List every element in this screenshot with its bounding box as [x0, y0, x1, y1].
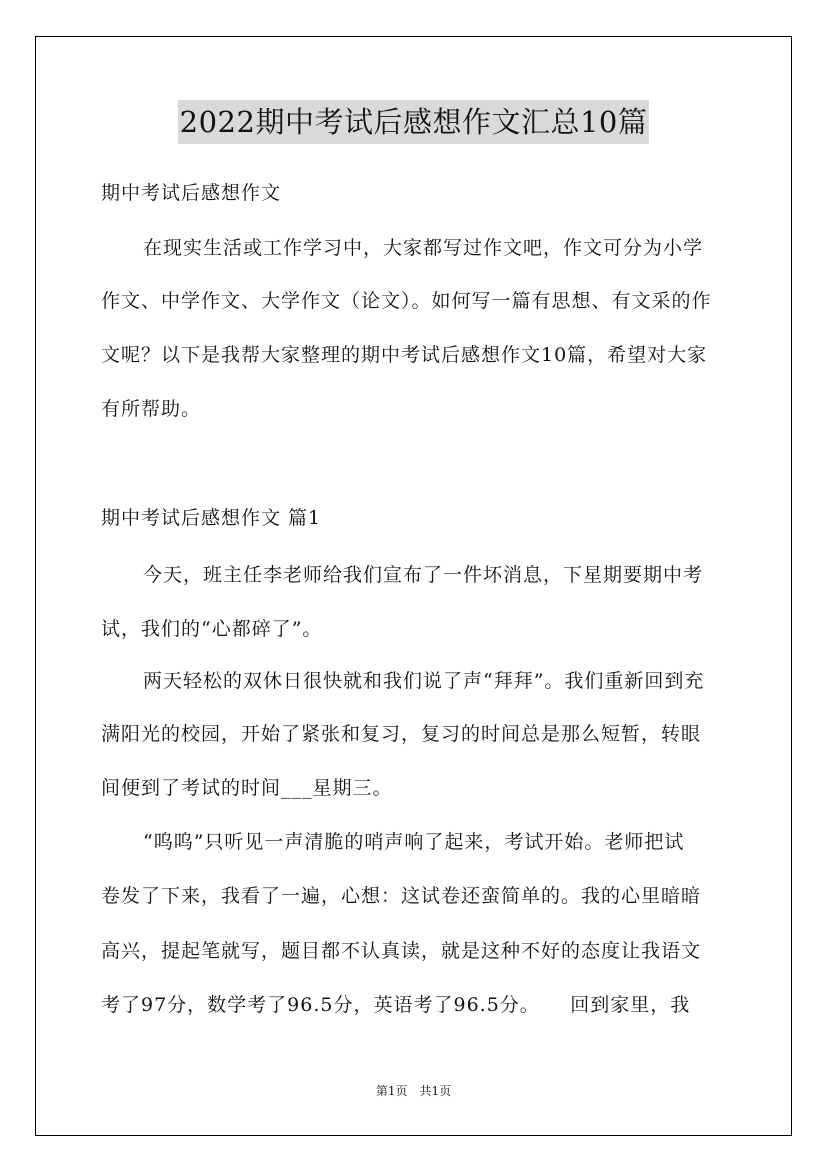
- paragraph-line: 两天轻松的双休日很快就和我们说了声“拜拜”。我们重新回到充: [143, 670, 705, 692]
- page-footer: 第1页 共1页: [375, 1084, 452, 1098]
- intro-line: 在现实生活或工作学习中，大家都写过作文吧，作文可分为小学: [143, 237, 704, 259]
- intro-line: 有所帮助。: [101, 398, 202, 420]
- title-wrap: [0, 100, 827, 144]
- document-title: 2022期中考试后感想作文汇总10篇: [178, 100, 650, 144]
- intro-line: 文呢？以下是我帮大家整理的期中考试后感想作文10篇，希望对大家: [101, 344, 708, 366]
- paragraph-line: “呜呜”只听见一声清脆的哨声响了起来，考试开始。老师把试: [143, 831, 685, 853]
- paragraph-line: 卷发了下来，我看了一遍，心想：这试卷还蛮简单的。我的心里暗暗: [101, 885, 702, 907]
- section-heading: 期中考试后感想作文 篇1: [101, 507, 322, 529]
- intro-line: 作文、中学作文、大学作文（论文）。如何写一篇有思想、有文采的作: [101, 290, 712, 312]
- paragraph-line: 间便到了考试的时间___星期三。: [101, 777, 393, 799]
- paragraph-line: 考了97分，数学考了96.5分，英语考了96.5分。 回到家里，我: [101, 994, 691, 1016]
- paragraph-line: 试，我们的“心都碎了”。: [101, 618, 323, 640]
- paragraph-line: 今天，班主任李老师给我们宣布了一件坏消息，下星期要期中考: [143, 564, 704, 586]
- paragraph-line: 高兴，提起笔就写，题目都不认真读，就是这种不好的态度让我语文: [101, 940, 702, 962]
- paragraph-line: 满阳光的校园，开始了紧张和复习，复习的时间总是那么短暂，转眼: [101, 723, 702, 745]
- intro-heading: 期中考试后感想作文: [101, 182, 282, 204]
